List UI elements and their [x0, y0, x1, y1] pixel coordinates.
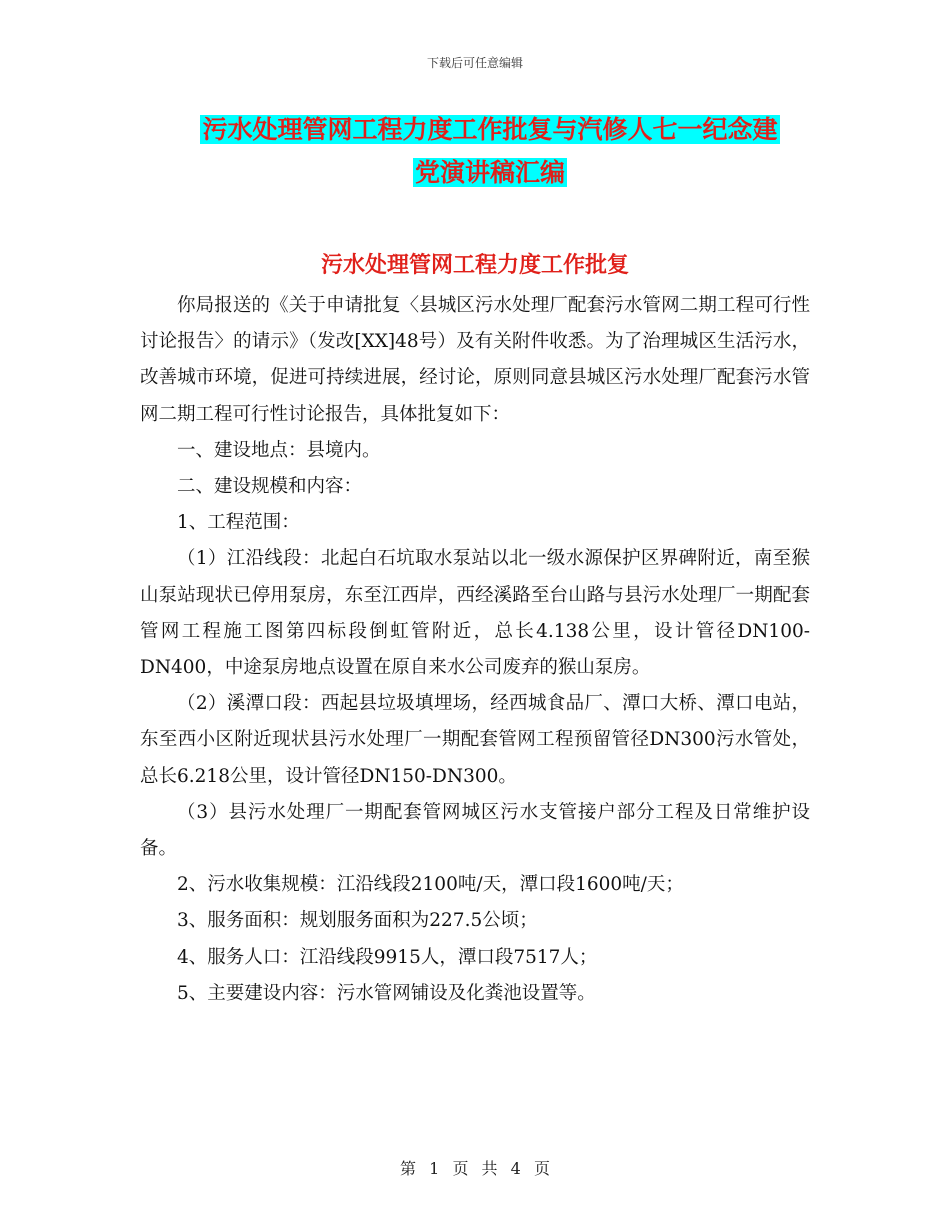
footer-label-page: 第	[400, 1159, 417, 1178]
paragraph: 3、服务面积：规划服务面积为227.5公顷；	[177, 910, 538, 932]
title-line-2: 党演讲稿汇编	[414, 158, 565, 187]
header-note: 下载后可任意编辑	[426, 56, 523, 70]
paragraph: 5、主要建设内容：污水管网铺设及化粪池设置等。	[177, 982, 596, 1004]
paragraph: 4、服务人口：江沿线段9915人，潭口段7517人；	[177, 946, 598, 968]
footer-label-unit-2: 页	[533, 1159, 550, 1178]
footer-label-total: 共	[481, 1159, 498, 1178]
paragraph: 二、建设规模和内容：	[177, 476, 363, 498]
footer-total-pages: 4	[510, 1159, 521, 1178]
page-footer	[0, 1156, 950, 1179]
document-body	[140, 288, 810, 1012]
paragraph: 2、污水收集规模：江沿线段2100吨/天，潭口段1600吨/天；	[177, 874, 684, 896]
section-title: 污水处理管网工程力度工作批复	[320, 253, 629, 278]
paragraph: （3）县污水处理厂一期配套管网城区污水支管接户部分工程及日常维护设备。	[140, 801, 810, 860]
paragraph: 1、工程范围：	[177, 512, 300, 534]
paragraph: （1）江沿线段：北起白石坑取水泵站以北一级水源保护区界碑附近，南至猴山泵站现状已停用泵房，东至江西岸，西经溪路至台山路与县污水处理厂一期配套管网工程施工图第四标段倒虹管附近，总长4.138公里，设计管径DN100-DN400，中途泵房地点设置在原自来水公司废弃的猴山泵房。	[140, 548, 810, 679]
document-title	[140, 108, 840, 194]
footer-page-number: 1	[429, 1159, 440, 1178]
paragraph: 一、建设地点：县境内。	[177, 439, 381, 461]
title-line-1: 污水处理管网工程力度工作批复与汽修人七一纪念建	[202, 115, 778, 144]
paragraph: 你局报送的《关于申请批复〈县城区污水处理厂配套污水管网二期工程可行性讨论报告〉的请示》（发改[XX]48号）及有关附件收悉。为了治理城区生活污水，改善城市环境，促进可持续进展，经讨论，原则同意县城区污水处理厂配套污水管网二期工程可行性讨论报告，具体批复如下：	[140, 295, 810, 425]
paragraph: （2）溪潭口段：西起县垃圾填埋场，经西城食品厂、潭口大桥、潭口电站，东至西小区附近现状县污水处理厂一期配套管网工程预留管径DN300污水管处，总长6.218公里，设计管径DN150-DN300。	[140, 693, 810, 787]
footer-label-unit: 页	[452, 1159, 469, 1178]
